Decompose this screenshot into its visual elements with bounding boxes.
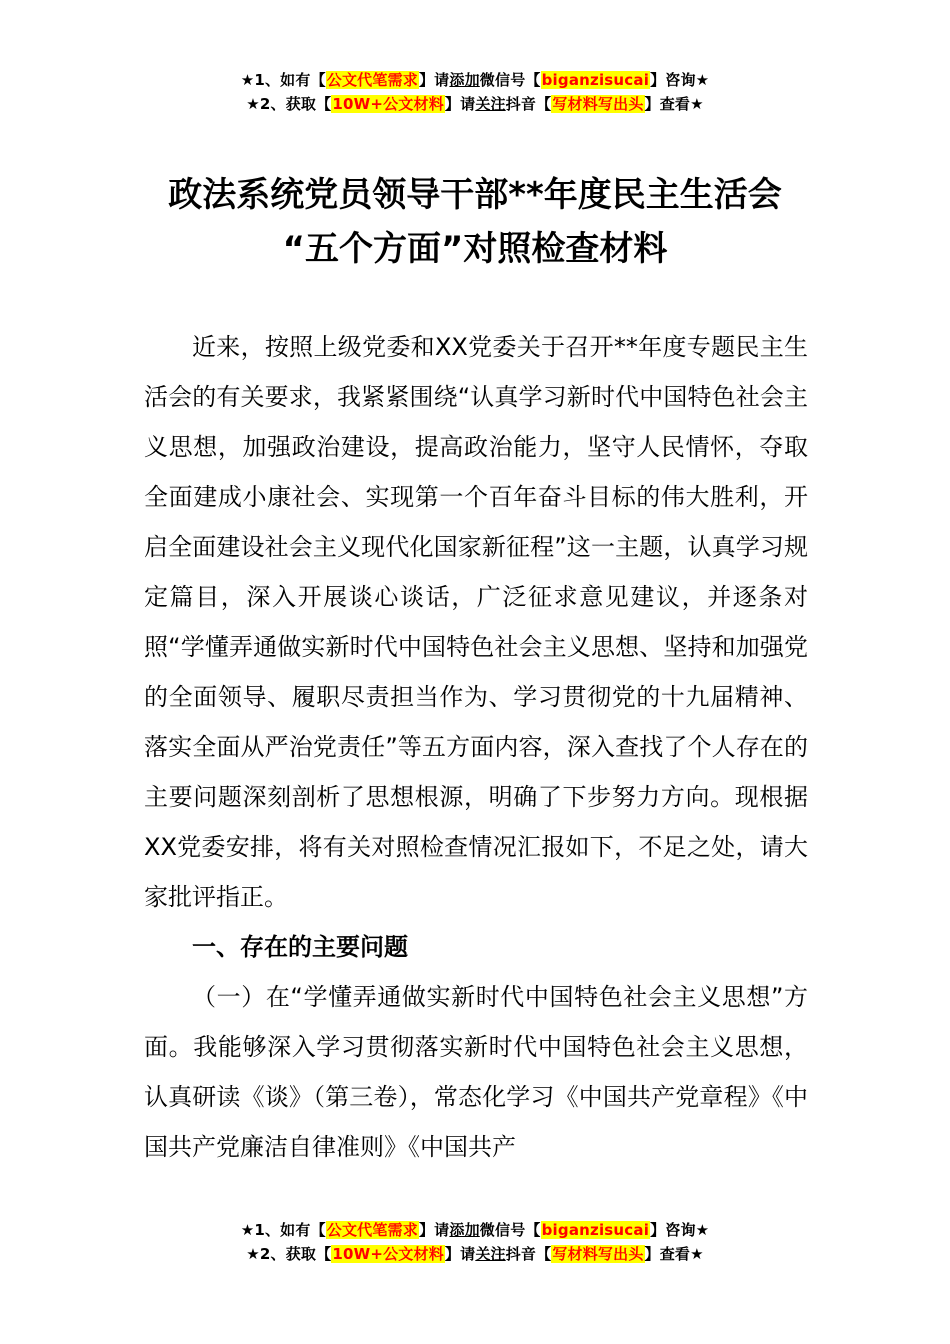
highlight-douyin-account: 写材料写出头 bbox=[552, 1245, 644, 1263]
highlight-writing-service: 公文代笔需求 bbox=[326, 1221, 418, 1239]
section-paragraph: （一）在“学懂弄通做实新时代中国特色社会主义思想”方面。我能够深入学习贯彻落实新时代中国特色社会主义思想，认真研读《谈》（第三卷），常态化学习《中国共产党章程》《中国共产党廉洁自律准则》《中国共产 bbox=[144, 983, 808, 1161]
title-line-2: “五个方面”对照检查材料 bbox=[282, 229, 668, 269]
banner-line-1: ★1、如有【公文代笔需求】请添加微信号【biganzisucai】咨询★ bbox=[240, 1221, 710, 1239]
document-title bbox=[0, 168, 950, 276]
top-banner bbox=[0, 68, 950, 116]
highlight-materials: 10W+公文材料 bbox=[332, 1245, 444, 1263]
title-line-1: 政法系统党员领导干部**年度民主生活会 bbox=[168, 175, 782, 215]
banner-line-1: ★1、如有【公文代笔需求】请添加微信号【biganzisucai】咨询★ bbox=[240, 71, 710, 89]
banner-line-2: ★2、获取【10W+公文材料】请关注抖音【写材料写出头】查看★ bbox=[246, 1245, 704, 1263]
bottom-banner bbox=[0, 1218, 950, 1266]
highlight-wechat-id: biganzisucai bbox=[541, 1221, 650, 1239]
highlight-writing-service: 公文代笔需求 bbox=[326, 71, 418, 89]
section-heading: 一、存在的主要问题 bbox=[192, 933, 408, 961]
document-body bbox=[144, 322, 808, 1172]
highlight-materials: 10W+公文材料 bbox=[332, 95, 444, 113]
banner-line-2: ★2、获取【10W+公文材料】请关注抖音【写材料写出头】查看★ bbox=[246, 95, 704, 113]
highlight-wechat-id: biganzisucai bbox=[541, 71, 650, 89]
highlight-douyin-account: 写材料写出头 bbox=[552, 95, 644, 113]
intro-paragraph: 近来，按照上级党委和XX党委关于召开**年度专题民主生活会的有关要求，我紧紧围绕“认真学习新时代中国特色社会主义思想，加强政治建设，提高政治能力，坚守人民情怀，夺取全面建成小康社会、实现第一个百年奋斗目标的伟大胜利，开启全面建设社会主义现代化国家新征程”这一主题，认真学习规定篇目，深入开展谈心谈话，广泛征求意见建议，并逐条对照“学懂弄通做实新时代中国特色社会主义思想、坚持和加强党的全面领导、履职尽责担当作为、学习贯彻党的十九届精神、落实全面从严治党责任”等五方面内容，深入查找了个人存在的主要问题深刻剖析了思想根源，明确了下步努力方向。现根据XX党委安排，将有关对照检查情况汇报如下，不足之处，请大家批评指正。 bbox=[144, 333, 808, 911]
